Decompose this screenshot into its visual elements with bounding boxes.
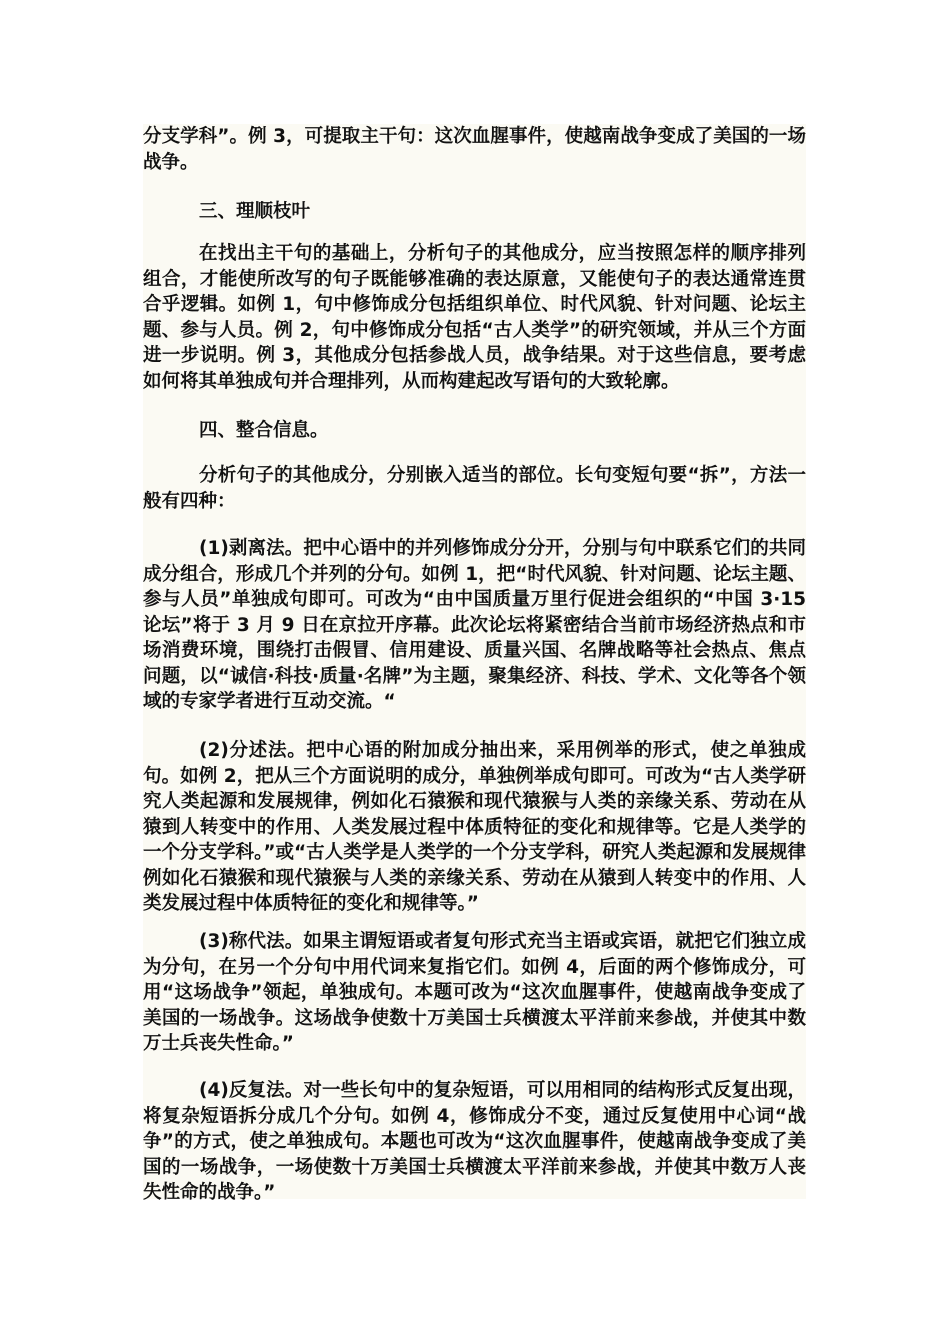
- method-2-paragraph: (2)分述法。把中心语的附加成分抽出来，采用例举的形式，使之单独成句。如例 2，把从三个方面说明的成分，单独例举成句即可。可改为“古人类学研究人类起源和发展规律，例如化石猿猴和现代猿猴与人类的亲缘关系、劳动在从猿到人转变中的作用、人类发展过程中体质特征的变化和规律等。它是人类学的一个分支学科。”或“古人类学是人类学的一个分支学科，研究人类起源和发展规律例如化石猿猴和现代猿猴与人类的亲缘关系、劳动在从猿到人转变中的作用、人类发展过程中体质特征的变化和规律等。”: [143, 740, 806, 914]
- intro-paragraph: 分支学科”。例 3，可提取主干句：这次血腥事件，使越南战争变成了美国的一场战争。: [143, 126, 806, 173]
- methods-intro-paragraph: 分析句子的其他成分，分别嵌入适当的部位。长句变短句要“拆”，方法一般有四种：: [143, 465, 806, 512]
- section-heading-4: 四、整合信息。: [199, 420, 329, 441]
- method-1-paragraph: (1)剥离法。把中心语中的并列修饰成分分开，分别与句中联系它们的共同成分组合，形成几个并列的分句。如例 1，把“时代风貌、针对问题、论坛主题、参与人员”单独成句即可。可改为“由中国质量万里行促进会组织的“中国 3·15 论坛”将于 3 月 9 日在京拉开序幕。此次论坛将紧密结合当前市场经济热点和市场消费环境，围绕打击假冒、信用建设、质量兴国、名牌战略等社会热点、焦点问题，以“诚信·科技·质量·名牌”为主题，聚集经济、科技、学术、文化等各个领域的专家学者进行互动交流。“: [143, 538, 806, 712]
- method-3-paragraph: (3)称代法。如果主谓短语或者复句形式充当主语或宾语，就把它们独立成为分句，在另一个分句中用代词来复指它们。如例 4，后面的两个修饰成分，可用“这场战争”领起，单独成句。本题可改为“这次血腥事件，使越南战争变成了美国的一场战争。这场战争使数十万美国士兵横渡太平洋前来参战，并使其中数万士兵丧失性命。”: [143, 931, 806, 1054]
- text-block: [143, 124, 806, 1203]
- section-heading-3: 三、理顺枝叶: [199, 201, 311, 222]
- method-4-paragraph: (4)反复法。对一些长句中的复杂短语，可以用相同的结构形式反复出现，将复杂短语拆分成几个分句。如例 4，修饰成分不变，通过反复使用中心词“战争”的方式，使之单独成句。本题也可改为“这次血腥事件，使越南战争变成了美国的一场战争，一场使数十万美国士兵横渡太平洋前来参战，并使其中数万人丧失性命的战争。”: [143, 1080, 806, 1203]
- arrange-paragraph: 在找出主干句的基础上，分析句子的其他成分，应当按照怎样的顺序排列组合，才能使所改写的句子既能够准确的表达原意，又能使句子的表达通常连贯合乎逻辑。如例 1，句中修饰成分包括组织单位、时代风貌、针对问题、论坛主题、参与人员。例 2，句中修饰成分包括“古人类学”的研究领域，并从三个方面进一步说明。例 3，其他成分包括参战人员，战争结果。对于这些信息，要考虑如何将其单独成句并合理排列，从而构建起改写语句的大致轮廓。: [143, 243, 806, 392]
